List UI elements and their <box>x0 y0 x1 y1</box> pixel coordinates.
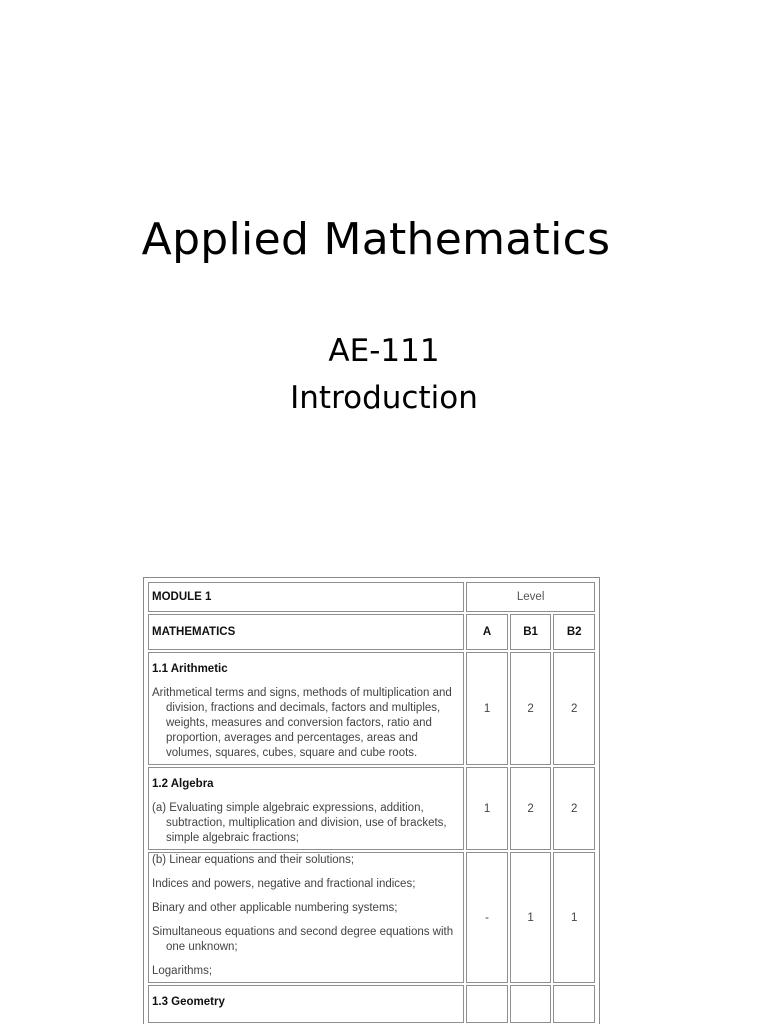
level-value-a: 1 <box>466 767 507 850</box>
level-column-b2: B2 <box>553 614 595 650</box>
syllabus-table <box>146 580 597 1024</box>
section-paragraph: Binary and other applicable numbering systems; <box>152 902 398 914</box>
section-description <box>148 985 464 1023</box>
section-title: 1.1 Arithmetic <box>152 663 228 675</box>
level-column-b1: B1 <box>510 614 552 650</box>
slide-subtitle: Introduction <box>290 380 478 416</box>
section-paragraph: (b) Linear equations and their solutions; <box>152 854 355 866</box>
level-column-a: A <box>466 614 507 650</box>
level-value-b2: 2 <box>553 767 595 850</box>
level-value-a: 1 <box>466 652 507 765</box>
course-code: AE-111 <box>328 333 440 369</box>
level-header: Level <box>466 582 595 612</box>
section-title: 1.3 Geometry <box>152 996 225 1008</box>
section-description <box>148 852 464 983</box>
table-row <box>148 852 595 983</box>
table-row <box>148 652 595 765</box>
level-value-b1 <box>510 985 552 1023</box>
table-row <box>148 767 595 850</box>
slide-title: Applied Mathematics <box>141 214 611 265</box>
section-description <box>148 652 464 765</box>
level-value-b2: 1 <box>553 852 595 983</box>
table-subheader-row <box>148 614 595 650</box>
level-value-a: - <box>466 852 507 983</box>
section-description <box>148 767 464 850</box>
section-paragraph: Simultaneous equations and second degree equations with one unknown; <box>152 926 454 953</box>
module-label: MODULE 1 <box>148 582 464 612</box>
table-row <box>148 985 595 1023</box>
level-value-b2 <box>553 985 595 1023</box>
section-paragraph: Indices and powers, negative and fractional indices; <box>152 878 416 890</box>
level-value-b1: 2 <box>510 767 552 850</box>
level-value-b1: 1 <box>510 852 552 983</box>
section-title: 1.2 Algebra <box>152 778 214 790</box>
section-paragraph: Arithmetical terms and signs, methods of multiplication and division, fractions and decimals, factors and multiples, weights, measures and conversion factors, ratio and proportion, averages and percentages, areas and volumes, squares, cubes, square and cube roots. <box>152 687 452 759</box>
level-value-b1: 2 <box>510 652 552 765</box>
level-value-a <box>466 985 507 1023</box>
level-value-b2: 2 <box>553 652 595 765</box>
section-paragraph: Logarithms; <box>152 965 213 977</box>
table-header-row <box>148 582 595 612</box>
syllabus-table-frame <box>143 577 600 1024</box>
section-paragraph: (a) Evaluating simple algebraic expressions, addition, subtraction, multiplication and division, use of brackets, simple algebraic fractions; <box>152 802 447 844</box>
subject-label: MATHEMATICS <box>148 614 464 650</box>
